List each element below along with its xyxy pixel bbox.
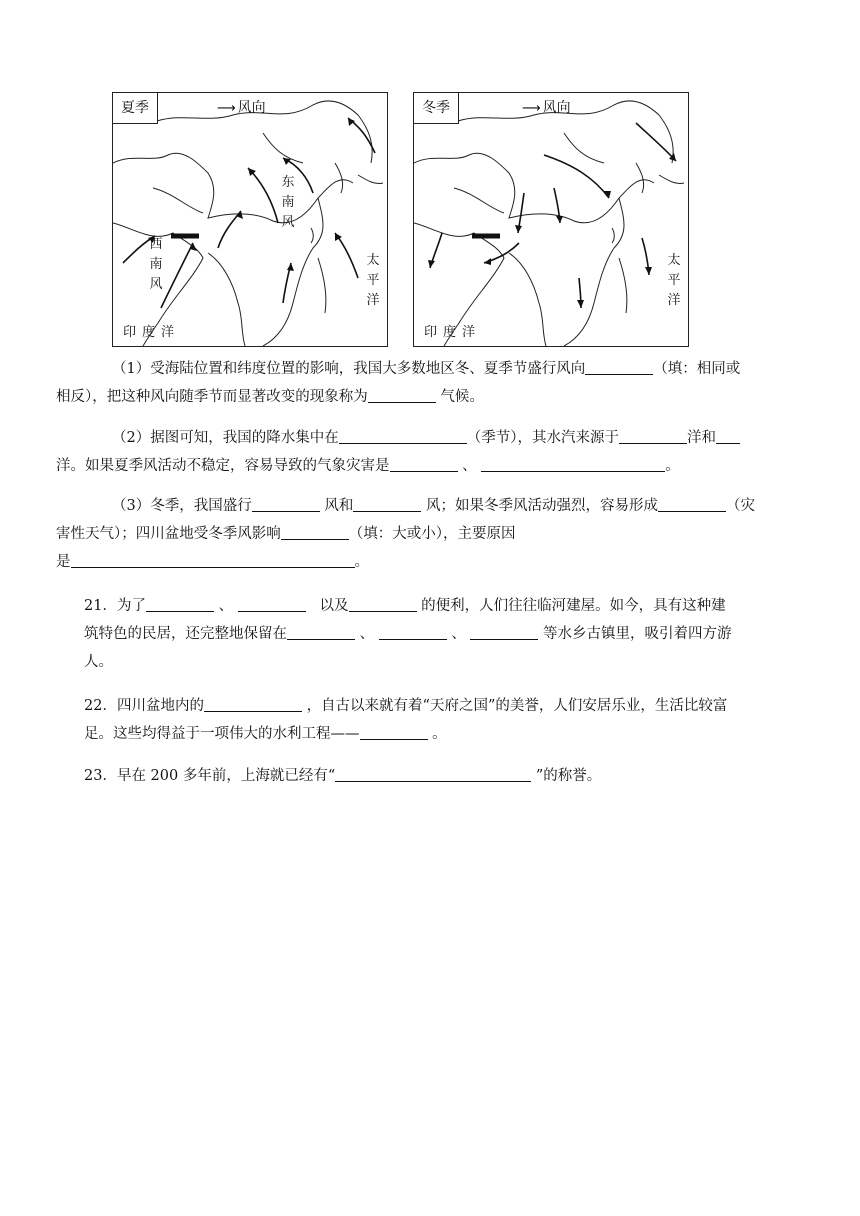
q3-text-d: （灾 <box>725 498 755 514</box>
summer-legend <box>217 97 266 117</box>
indochina-outline <box>509 253 546 346</box>
answer-blank[interactable] <box>390 455 458 472</box>
answer-blank[interactable] <box>281 523 349 540</box>
korea-outline <box>335 163 343 193</box>
indian-ocean-label: 印度洋 <box>123 325 181 340</box>
q1-text-a: （1）受海陆位置和纬度位置的影响，我国大多数地区冬、夏季节盛行风向 <box>112 361 586 377</box>
answer-blank[interactable] <box>658 495 726 512</box>
legend-label: 风向 <box>237 100 266 116</box>
q1-text-c: 相反），把这种风向随季节而显著改变的现象称为 <box>56 389 368 405</box>
legend-label: 风向 <box>542 100 571 116</box>
answer-blank[interactable] <box>204 695 302 712</box>
winter-season-label: 冬季 <box>414 93 459 124</box>
q21-text-f: 、 <box>359 626 375 642</box>
q3-text-a: （3）冬季，我国盛行 <box>112 498 252 514</box>
answer-blank[interactable] <box>252 495 320 512</box>
answer-blank[interactable] <box>71 551 355 568</box>
korea-outline <box>636 163 644 193</box>
question-22 <box>84 692 784 748</box>
answer-blank[interactable] <box>368 386 436 403</box>
summer-monsoon-map <box>112 92 388 347</box>
question-2 <box>56 424 784 480</box>
q2-text-a: （2）据图可知，我国的降水集中在 <box>112 430 339 446</box>
q3-text-c: 风；如果冬季风活动强烈，容易形成 <box>425 498 658 514</box>
q21-text-b: 、 <box>218 598 234 614</box>
q3-text-b: 风和 <box>324 498 354 514</box>
q3-text-f: （填：大或小），主要原因 <box>348 526 516 542</box>
answer-blank[interactable] <box>360 723 428 740</box>
q21-text-i: 人。 <box>84 654 113 670</box>
q21-text-a: 21．为了 <box>84 598 146 614</box>
summer-season-label: 夏季 <box>113 93 158 124</box>
philippines-outline <box>619 258 627 313</box>
question-3 <box>56 492 784 576</box>
philippines-outline <box>318 258 326 313</box>
answer-blank[interactable] <box>238 595 306 612</box>
q3-text-h: 。 <box>354 554 369 570</box>
q1-text-d: 气候。 <box>440 389 484 405</box>
winter-legend <box>522 97 571 117</box>
question-1 <box>56 355 784 411</box>
wind-arrow-pacific <box>335 233 358 278</box>
q22-text-d: 。 <box>432 726 447 742</box>
q2-text-d: 洋。如果夏季风活动不稳定，容易导致的气象灾害是 <box>56 458 390 474</box>
q2-text-c: 洋和 <box>686 430 716 446</box>
q3-text-g: 是 <box>56 554 71 570</box>
q21-text-e: 筑特色的民居，还完整地保留在 <box>84 626 287 642</box>
q21-text-h: 等水乡古镇里，吸引着四方游 <box>543 626 732 642</box>
japan-outline <box>659 175 684 184</box>
arrow-right-icon: ⟶ <box>522 101 541 116</box>
pacific-label: 太平洋 <box>667 253 681 308</box>
southwest-wind-label: 西南风 <box>149 237 163 292</box>
q21-text-g: 、 <box>451 626 466 642</box>
q22-text-b: ，自古以来就有着“天府之国”的美誉，人们安居乐业，生活比较富 <box>306 698 728 714</box>
summer-map-drawing <box>113 93 387 346</box>
wind-arrow-north-2 <box>636 123 676 161</box>
answer-blank[interactable] <box>716 427 740 444</box>
arrow-right-icon: ⟶ <box>217 101 236 116</box>
q22-text-a: 22．四川盆地内的 <box>84 698 204 714</box>
q2-text-e: 、 <box>462 458 477 474</box>
answer-blank[interactable] <box>585 358 653 375</box>
question-21 <box>84 592 784 676</box>
answer-blank[interactable] <box>287 623 355 640</box>
q3-text-e: 害性天气）；四川盆地受冬季风影响 <box>56 526 281 542</box>
indian-ocean-label: 印度洋 <box>424 325 482 340</box>
southeast-wind-label: 东南风 <box>281 175 295 230</box>
wind-arrow-sw-1 <box>161 243 193 308</box>
q2-text-f: 。 <box>665 458 680 474</box>
answer-blank[interactable] <box>146 595 214 612</box>
answer-blank[interactable] <box>481 455 665 472</box>
answer-blank[interactable] <box>470 623 538 640</box>
japan-outline <box>358 175 383 184</box>
taiwan-outline <box>311 228 313 243</box>
answer-blank[interactable] <box>619 427 687 444</box>
winter-monsoon-map <box>413 92 689 347</box>
answer-blank[interactable] <box>339 427 467 444</box>
answer-blank[interactable] <box>335 765 531 782</box>
answer-blank[interactable] <box>353 495 421 512</box>
indochina-outline <box>208 253 245 346</box>
inner-border <box>153 188 203 213</box>
q22-text-c: 足。这些均得益于一项伟大的水利工程—— <box>84 726 360 742</box>
question-23 <box>84 762 784 790</box>
inner-border <box>454 188 504 213</box>
winter-map-drawing <box>414 93 688 346</box>
q23-text-a: 23．早在 200 多年前，上海就已经有“ <box>84 768 336 784</box>
q1-text-b: （填：相同或 <box>653 361 741 377</box>
china-boundary <box>414 153 654 223</box>
taiwan-outline <box>612 228 614 243</box>
pacific-label: 太平洋 <box>366 253 380 308</box>
answer-blank[interactable] <box>349 595 417 612</box>
q21-text-d: 的便利，人们往往临河建屋。如今，具有这种建 <box>421 598 726 614</box>
q21-text-c: 以及 <box>319 598 349 614</box>
inner-border-2 <box>564 133 604 163</box>
china-boundary <box>113 153 353 223</box>
q2-text-b: （季节），其水汽来源于 <box>466 430 619 446</box>
answer-blank[interactable] <box>379 623 447 640</box>
q23-text-b: ”的称誉。 <box>535 768 602 784</box>
